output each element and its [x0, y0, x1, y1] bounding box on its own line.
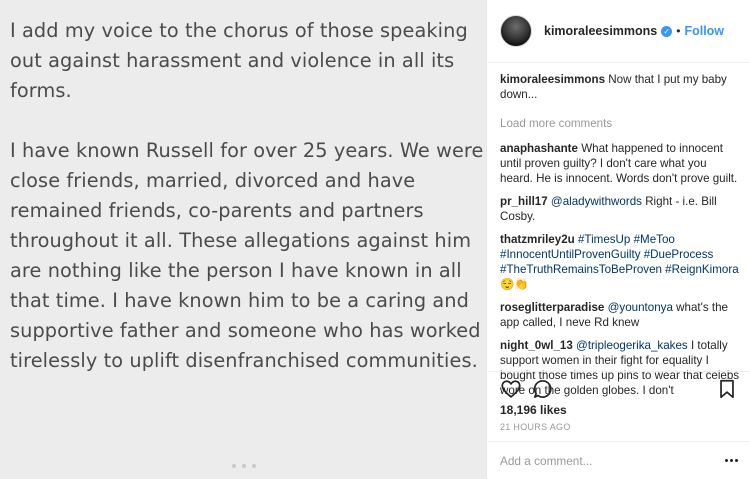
carousel-dot — [242, 464, 246, 468]
follow-button[interactable]: Follow — [684, 24, 725, 38]
comment-username[interactable]: roseglitterparadise — [500, 301, 605, 314]
bookmark-icon[interactable] — [716, 378, 738, 400]
more-dot — [735, 459, 738, 462]
post-text — [10, 16, 484, 376]
post-paragraph-1: I add my voice to the chorus of those speaking out against harassment and violence in all its forms. — [10, 19, 468, 102]
post-paragraph-2: I have known Russell for over 25 years. We were close friends, married, divorced and have remained friends, co-parents and partners throughout it all. These allegations against him are nothing like the person I have known in all that time. I have known him to be a caring and supportive father and someone who has worked tirelessly to uplift disenfranchised communities. — [10, 139, 484, 372]
comment-mention[interactable]: @tripleogerika_kakes — [576, 339, 688, 352]
caption — [500, 72, 740, 102]
heart-icon[interactable] — [500, 378, 522, 400]
add-comment-bar — [488, 441, 750, 479]
comment-item — [500, 232, 740, 292]
carousel-dots — [232, 464, 256, 468]
post-timestamp[interactable]: 21 HOURS AGO — [500, 422, 571, 432]
comment-item — [500, 194, 740, 224]
comment-icon[interactable] — [532, 378, 554, 400]
comment-emoji: 😌👏 — [500, 278, 529, 291]
more-options-icon[interactable] — [725, 459, 738, 462]
post-header — [488, 0, 750, 63]
caption-text: Now that I put my baby down... — [500, 73, 727, 101]
comment-item — [500, 300, 740, 330]
header-separator: • — [676, 24, 681, 38]
comment-text: I totally support women in their fight for equality I bought those times up pins to wear that celebs wore on the golden globes. I don't — [500, 339, 740, 397]
comment-text: What happened to innocent until proven guilty? I don't care what you heard. He is innocent. Words don't prove guilt. — [500, 142, 738, 185]
comments-list[interactable] — [500, 72, 740, 397]
comment-text: Right - i.e. Bill Cosby. — [500, 195, 717, 223]
avatar[interactable] — [500, 15, 532, 47]
carousel-dot — [232, 464, 236, 468]
carousel-dot — [252, 464, 256, 468]
comment-username[interactable]: night_0wl_13 — [500, 339, 573, 352]
header-username[interactable]: kimoraleesimmons — [544, 24, 658, 38]
post-side-panel — [488, 0, 750, 479]
comment-username[interactable]: thatzmriley2u — [500, 233, 575, 246]
load-more-comments-button[interactable]: Load more comments — [500, 117, 613, 130]
comment-mention[interactable]: @yountonya — [607, 301, 673, 314]
likes-count[interactable]: 18,196 likes — [500, 403, 567, 417]
verified-badge-icon: ✓ — [661, 26, 672, 37]
more-dot — [725, 459, 728, 462]
more-dot — [730, 459, 733, 462]
action-bar — [488, 371, 750, 401]
comment-mention[interactable]: @aladywithwords — [550, 195, 642, 208]
caption-username[interactable]: kimoraleesimmons — [500, 73, 606, 86]
comment-hashtags[interactable]: #TimesUp #MeToo #InnocentUntilProvenGuilty #DueProcess #TheTruthRemainsToBeProven #ReignKimora — [500, 233, 739, 276]
add-comment-input[interactable]: Add a comment... — [500, 453, 593, 468]
comment-item — [500, 141, 740, 186]
comment-text: what's the app called, I neve Rd knew — [500, 301, 728, 329]
comment-username[interactable]: anaphashante — [500, 142, 578, 155]
comment-username[interactable]: pr_hill17 — [500, 195, 548, 208]
